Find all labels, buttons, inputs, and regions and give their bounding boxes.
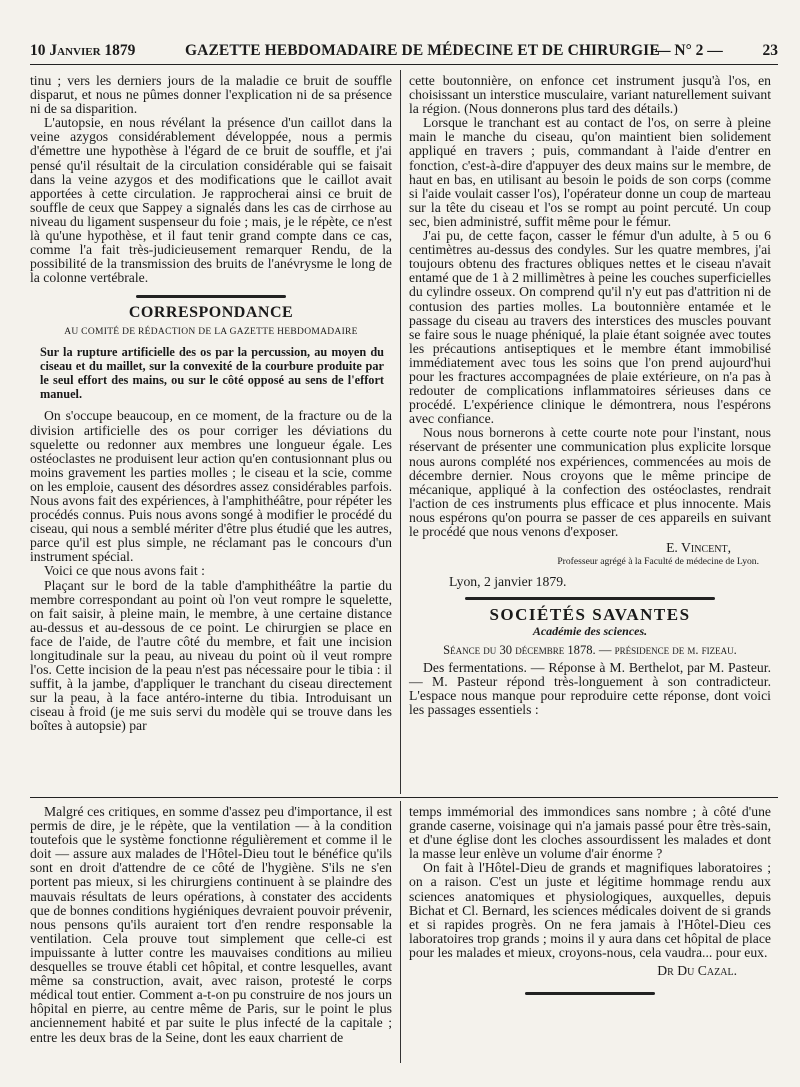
header-issue-number: — N° 2 — (655, 42, 723, 59)
paragraph: Des fermentations. — Réponse à M. Berthelot, par M. Pasteur. — M. Pasteur répond très-longuement à son contradicteur. L'espace nous manque pour reproduire cette réponse, dont voici les passages essentiels : (409, 659, 771, 717)
decorative-rule (465, 597, 715, 600)
column-bottom-left (30, 805, 392, 1045)
decorative-rule (136, 295, 286, 298)
decorative-rule (525, 992, 655, 995)
column-divider-top (400, 70, 401, 794)
header-page-number: 23 (762, 42, 778, 59)
column-bottom-right (409, 805, 771, 995)
article-title: Sur la rupture artificielle des os par la percussion, au moyen du ciseau et du maillet, sur la convexité de la courbure produite par le seul effort des mains, ou sur le côté opposé au sens de l'effort manuel. (40, 344, 384, 402)
paragraph: On s'occupe beaucoup, en ce moment, de la fracture ou de la division artificielle des os pour corriger les déviations du squelette ou redonner aux membres une longueur égale. Les ostéoclastes ne produisent leur action qu'en contusionnant plus ou moins gravement les parties molles ; le ciseau et la scie, comme on les emploie, causent des désordres assez considérables parfois. Nous avons fait des expériences, à l'amphithéâtre, pour répéter les procédés connus. Puis nous avons songé à modifier le procédé du ciseau, qui nous a semblé mériter d'être plus étudié que les autres, parce qu'il est plus simple, ne réclamant pas le concours d'un instrument spécial. (30, 408, 392, 565)
paragraph: On fait à l'Hôtel-Dieu de grands et magnifiques laboratoires ; on a raison. C'est un juste et légitime hommage rendu aux sciences anatomiques et physiologiques, auxquelles, depuis Bichat et Cl. Bernard, les sciences médicales doivent de si grands et si rapides progrès. On ne fera jamais à l'Hôtel-Dieu ces laboratoires trop grands ; moins il y aura dans cet hôpital de place pour les malades et mieux, croyons-nous, cela vaudra... pour eux. (409, 860, 771, 960)
paragraph: Plaçant sur le bord de la table d'amphithéâtre la partie du membre correspondant au point où l'on veut rompre le squelette, on fait saisir, à pleine main, le membre, à une certaine distance au-dessus et au-dessous de ce point. Le chirurgien se place en face de l'aide, de l'autre côté du membre, et fait une incision longitudinale sur la peau, au niveau du point où il veut rompre l'os. Cette incision de la peau n'est pas nécessaire pour le tibia : il suffit, à la jambe, d'appliquer le tranchant du ciseau directement sur la peau, à la face antéro-interne du tibia. Introduisant un ciseau à froid (je me suis servi du modèle qui se trouve dans les boîtes à autopsie) par (30, 577, 392, 734)
session-heading: Séance du 30 décembre 1878. — présidence de m. fizeau. (443, 642, 737, 657)
column-top-left (30, 74, 392, 734)
author-signature: Dr Du Cazal. (657, 963, 737, 979)
section-divider-rule (30, 797, 778, 798)
paragraph: Lorsque le tranchant est au contact de l'os, on serre à pleine main le manche du ciseau, qu'on maintient bien solidement appliqué en travers ; puis, commandant à l'aide d'entrer en fonction, c'est-à-dire d'appuyer des deux mains sur le membre, de haut en bas, en utilisant au besoin le poids de son corps (comme si l'aide voulait casser l'os), l'opérateur donne un coup de marteau sur la tête du ciseau et l'os se rompt au point percuté. Un coup sec, bien administré, suffit même pour le fémur. (409, 115, 771, 229)
paragraph: Nous nous bornerons à cette courte note pour l'instant, nous réservant de présenter une communication plus explicite lorsque nous aurons complété nos expériences, commencées au mois de décembre dernier. Nous croyons que le même principe de mécanique, appliqué à la confection des ostéoclastes, rendrait l'action de ces instruments plus efficace et plus innocente. Mais nous espérons qu'on pourra se passer de ces appareils en suivant le procédé que nous venons d'exposer. (409, 425, 771, 539)
page-header (30, 42, 778, 62)
paragraph: Malgré ces critiques, en somme d'assez peu d'importance, il est permis de dire, je le répète, que la ventilation — à la condition toutefois que le système fonctionne régulièrement et comme il le doit — assure aux malades de l'Hôtel-Dieu tout le bénéfice qu'ils sont en droit d'attendre de ce côté de l'hygiène. S'ils ne s'en portent pas mieux, si les chirurgiens continuent à se plaindre des mauvais résultats de leurs opérations, à constater des accidents que de bonnes conditions hygiéniques devraient pouvoir prévenir, nous pensons qu'ils auraient tort d'en rendre responsable la ventilation. Cela prouve tout simplement que celle-ci est impuissante à lutter contre les mauvaises conditions au milieu desquelles se trouve établi cet hôpital, et contre lesquelles, avant même sa construction, avait, avec raison, protesté le corps médical tout entier. Comment a-t-on pu construire de nos jours un hôpital en pierre, au centre même de Paris, sur le point le plus anciennement habité et par suite le plus infecté de la capitale ; entre les deux bras de la Seine, dont les eaux charrient de (30, 804, 392, 1045)
author-title: Professeur agrégé à la Faculté de médecine de Lyon. (557, 556, 759, 568)
paragraph: L'autopsie, en nous révélant la présence d'un caillot dans la veine azygos considérablement développée, nous a permis d'émettre une hypothèse à l'égard de ce bruit de souffle, et j'ai pensé qu'il résultait de la circulation considérable qui se faisait dans la veine azygos et des modifications que le caillot avait apportées à cette circulation. Je rapprocherai ainsi ce bruit de souffle de ceux que Sappey a signalés dans les cas de cirrhose au niveau du ligament suspenseur du foie ; mais, je le répète, ce n'est là qu'une hypothèse, et il faut tenir grand compte dans ce cas, comme l'a fait très-judicieusement remarquer Rendu, de la possibilité de la transmission des bruits de l'anévrysme le long de la colonne vertébrale. (30, 115, 392, 286)
section-title: SOCIÉTÉS SAVANTES (489, 605, 691, 625)
paragraph: tinu ; vers les derniers jours de la maladie ce bruit de souffle disparut, et nous ne pûmes donner l'explication ni de sa présence ni de sa disparition. (30, 73, 392, 117)
section-title: CORRESPONDANCE (128, 304, 294, 322)
paragraph: Voici ce que nous avons fait : (44, 563, 205, 579)
paragraph: J'ai pu, de cette façon, casser le fémur d'un adulte, à 5 ou 6 centimètres au-dessus des condyles. Sur les quatre membres, j'ai toujours obtenu des fractures obliques nettes et le ciseau n'avait entamé que de 1 à 2 millimètres à peine les couches superficielles du cylindre osseux. On comprend qu'il n'y eut pas d'attrition ni de contusion des parties molles. La boutonnière entamée et le passage du ciseau au travers des interstices des muscles pouvant se faire sous le nuage phéniqué, la plaie étant soignée avec toutes les précautions antiseptiques et le membre étant immobilisé immédiatement avec tous les soins que l'on prend aujourd'hui pour les fractures accompagnées de plaie extérieure, on n'a pas à redouter de complications inflammatoires sérieuses dans ce procédé. L'expérience clinique le démontrera, nous l'espérons avec confiance. (409, 228, 771, 427)
paragraph: temps immémorial des immondices sans nombre ; à côté d'une grande caserne, voisinage qui n'a jamais passé pour être très-sain, et d'une église dont les cloches assourdissent les malades et dont la masse leur enlève un volume d'air énorme ? (409, 804, 771, 862)
author-signature: E. Vincent, (666, 540, 731, 556)
section-subtitle: AU COMITÉ DE RÉDACTION DE LA GAZETTE HEBDOMADAIRE (64, 326, 358, 337)
section-subtitle: Académie des sciences. (532, 624, 648, 639)
paragraph: cette boutonnière, on enfonce cet instrument jusqu'à l'os, en choisissant un interstice musculaire, variant naturellement suivant la région. (Nous donnerons plus tard des détails.) (409, 73, 771, 117)
column-divider-bottom (400, 801, 401, 1063)
header-journal-title: GAZETTE HEBDOMADAIRE DE MÉDECINE ET DE CHIRURGIE (185, 42, 660, 59)
column-top-right (409, 74, 771, 717)
header-date: 10 Janvier 1879 (30, 42, 136, 59)
dateline: Lyon, 2 janvier 1879. (449, 574, 567, 590)
header-rule (30, 64, 778, 65)
